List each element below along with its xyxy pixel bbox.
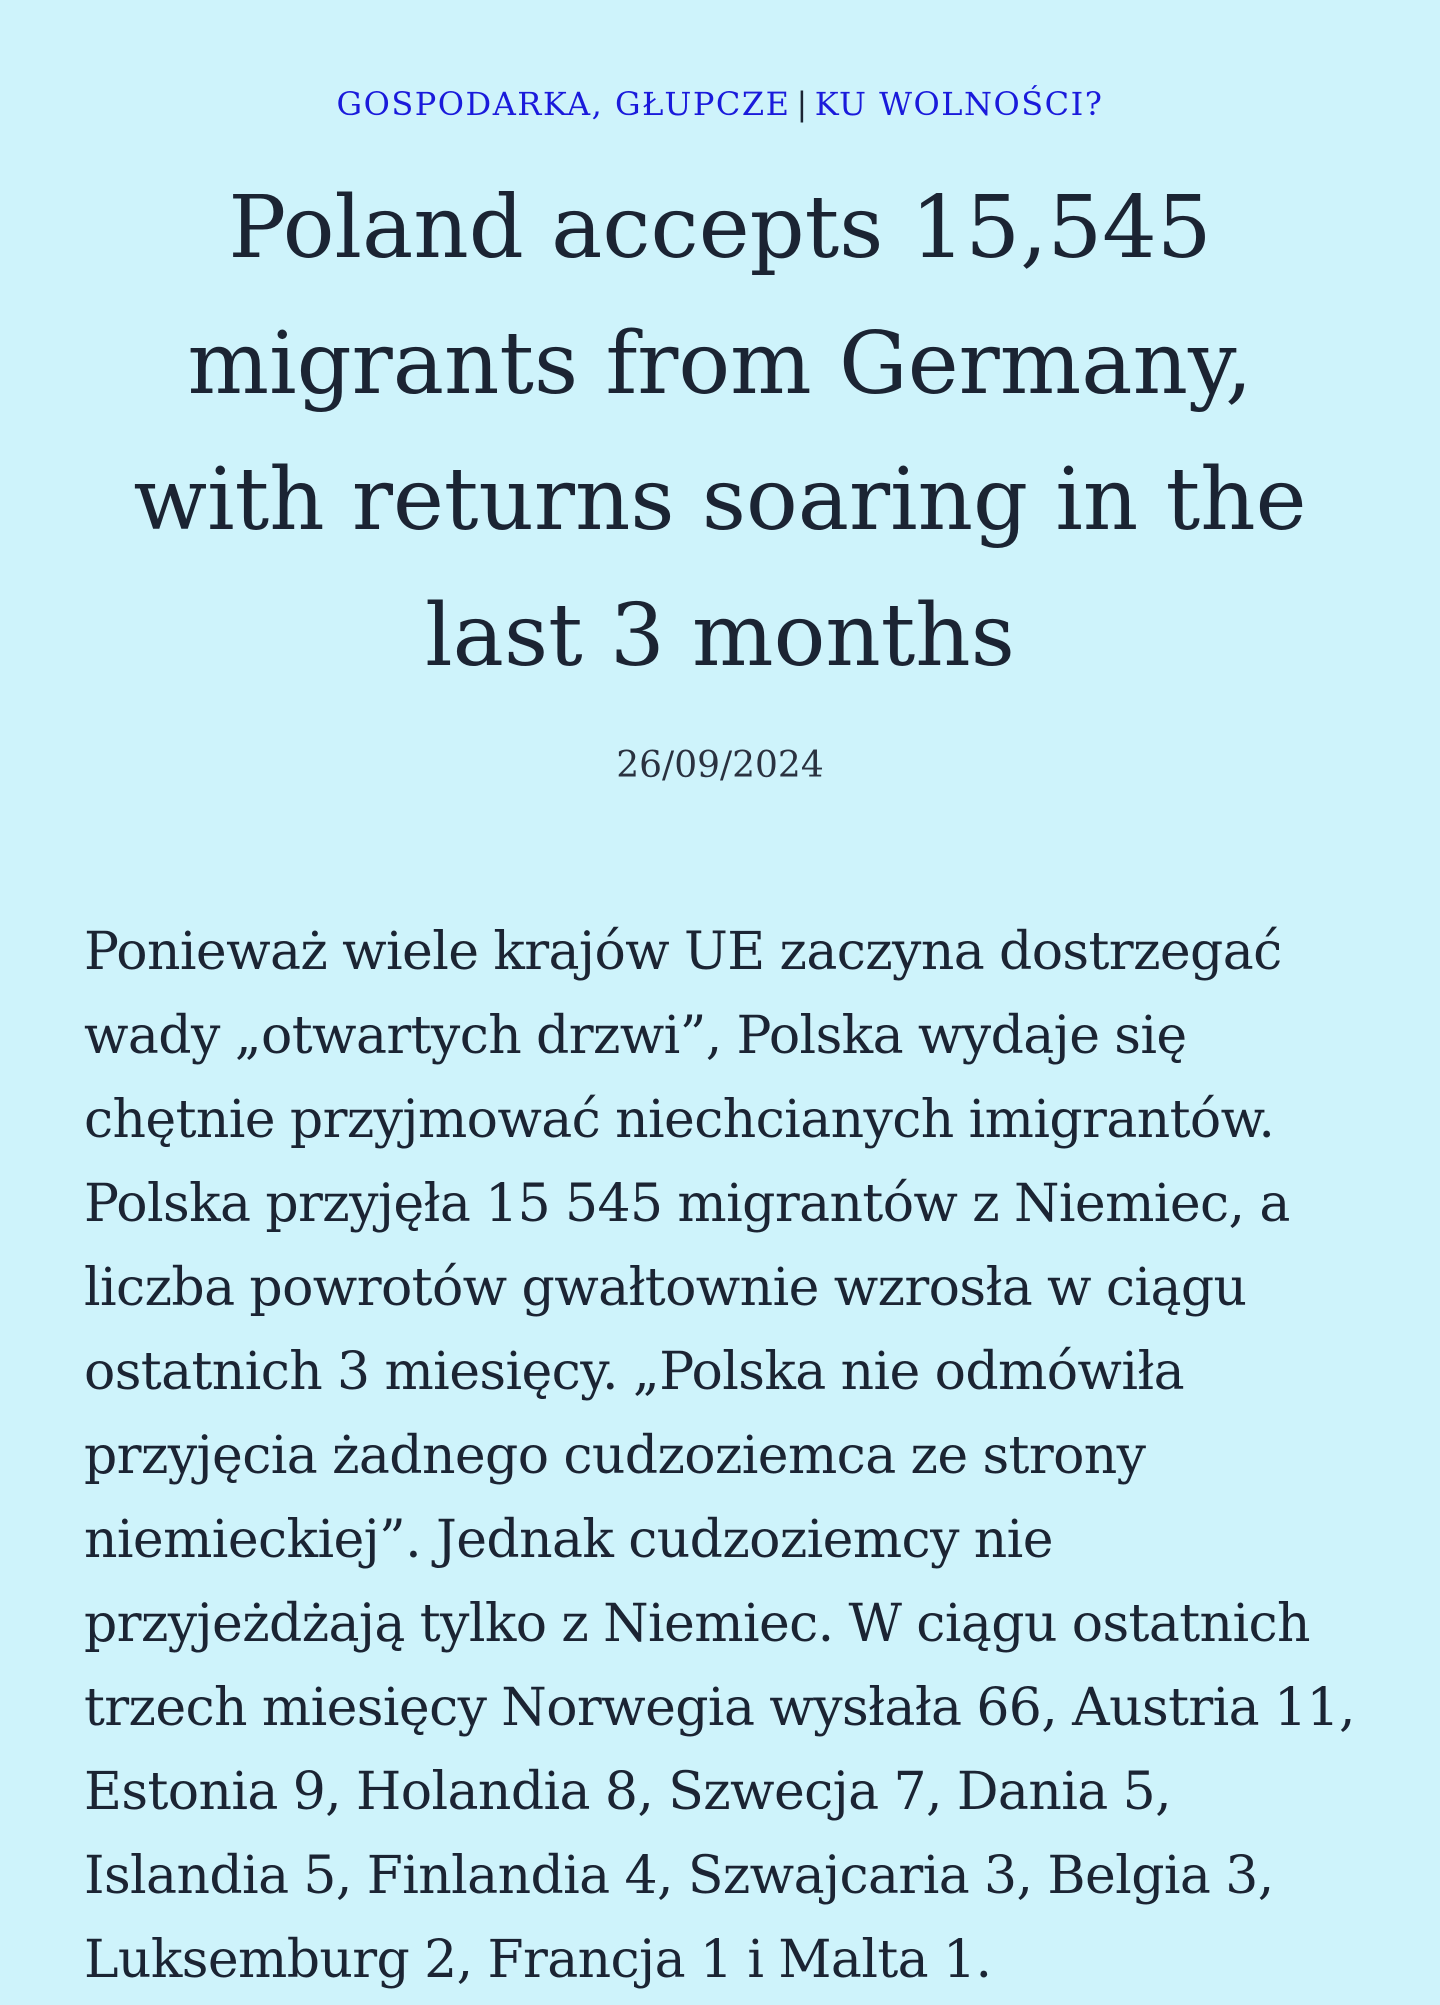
category-link-ku-wolnosci[interactable]: KU WOLNOŚCI? [814, 85, 1104, 123]
category-link-gospodarka[interactable]: GOSPODARKA, GŁUPCZE [336, 85, 791, 123]
category-separator: | [796, 85, 809, 123]
article-title: Poland accepts 15,545 migrants from Germany, with returns soaring in the last 3 months [133, 178, 1307, 686]
article-date: 26/09/2024 [616, 745, 824, 786]
article-body: Ponieważ wiele krajów UE zaczyna dostrzegać wady „otwartych drzwi”, Polska wydaje się chętnie przyjmować niechcianych imigrantów. Polska przyjęła 15 545 migrantów z Niemiec, a liczba powrotów gwałtownie wzrosła w ciągu ostatnich 3 miesięcy. „Polska nie odmówiła przyjęcia żadnego cudzoziemca ze strony niemieckiej”. Jednak cudzoziemcy nie przyjeżdżają tylko z Niemiec. W ciągu ostatnich trzech miesięcy Norwegia wysłała 66, Austria 11, Estonia 9, Holandia 8, Szwecja 7, Dania 5, Islandia 5, Finlandia 4, Szwajcaria 3, Belgia 3, Luksemburg 2, Francja 1 i Malta 1. [84, 922, 1355, 1990]
category-links [0, 84, 1440, 124]
